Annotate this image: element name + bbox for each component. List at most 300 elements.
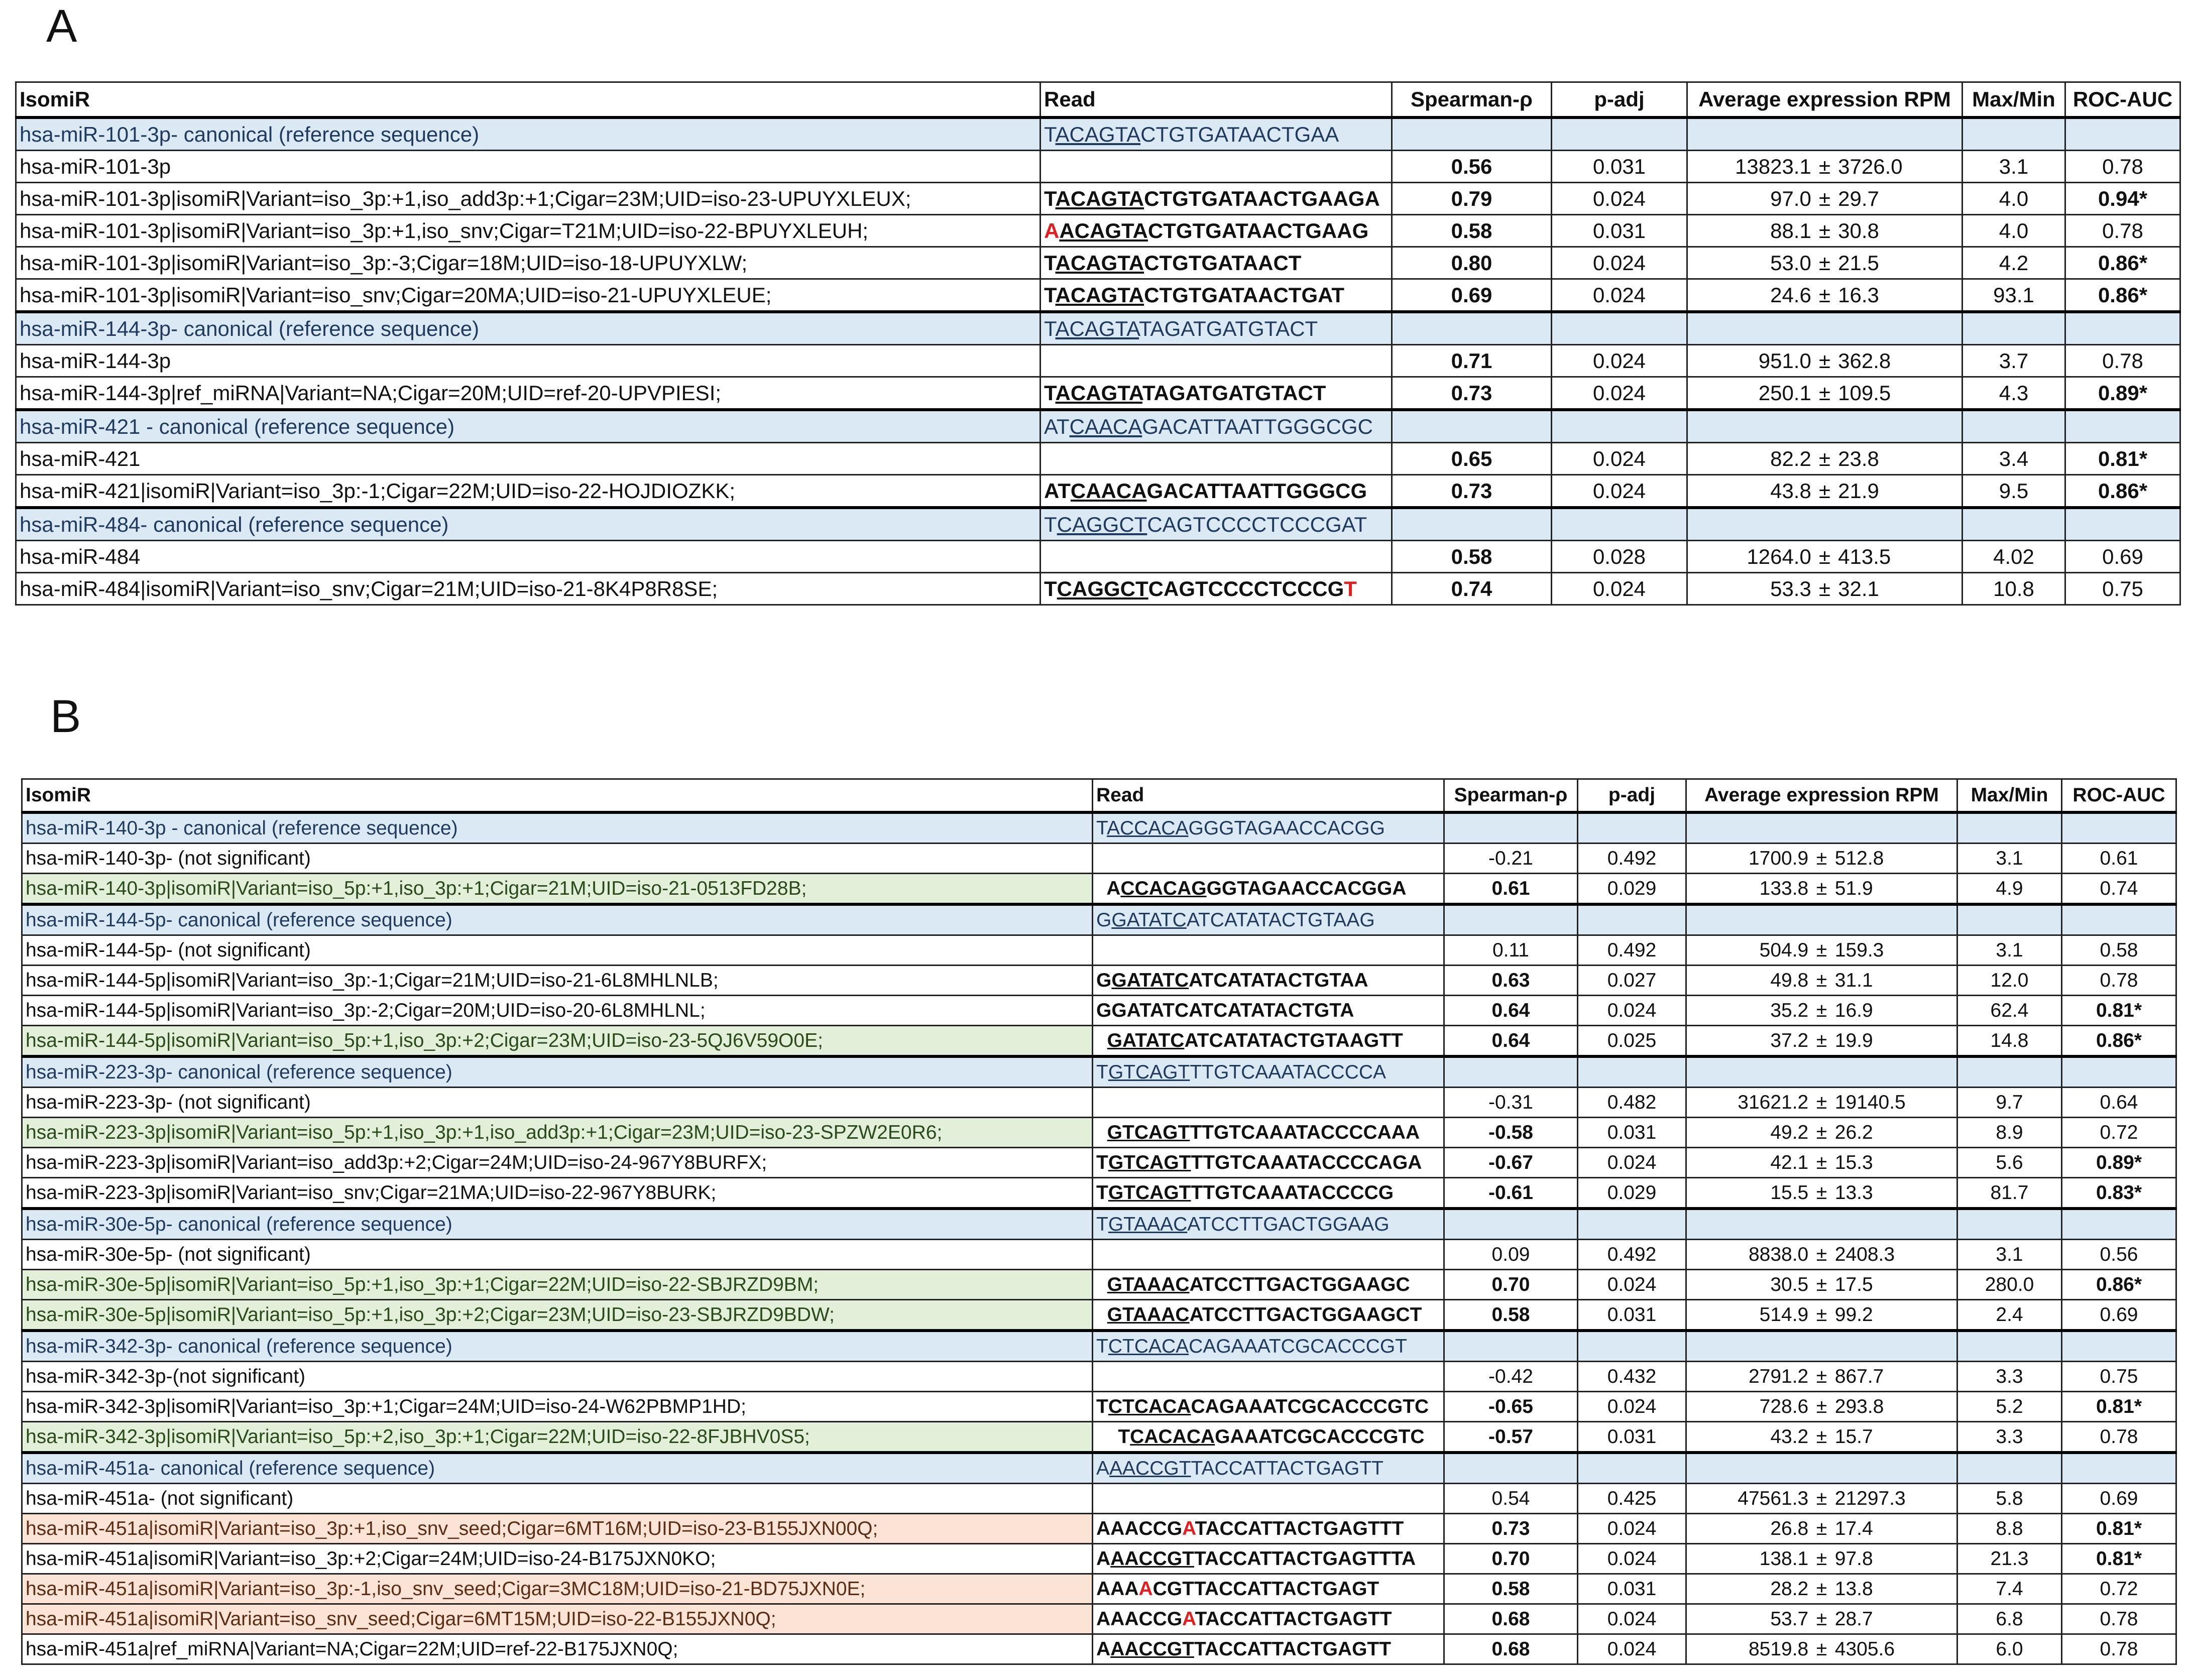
sequence-segment: T [1096,1425,1130,1448]
table-b [21,778,2177,1665]
sequence-segment: GATATC [1111,969,1189,991]
average-rpm [1686,1362,1957,1392]
header-maxmin: Max/Min [1957,779,2062,813]
sequence-segment: ATCATATACTGTAAGTT [1184,1029,1403,1051]
read-sequence [1041,508,1392,541]
empty-cell [1578,812,1686,844]
spearman-rho: 0.74 [1392,573,1552,605]
rpm-plusminus: ± [1816,1395,1827,1417]
sequence-segment: GATATC [1111,909,1187,931]
sequence-segment: AT [1044,414,1070,438]
roc-auc: 0.69 [2062,1484,2176,1514]
isomir-name: hsa-miR-144-5p- canonical (reference sequence) [22,904,1093,935]
table-row [22,844,2176,874]
rpm-plusminus: ± [1816,1578,1827,1600]
rpm-mean: 30.5 [1770,1273,1809,1295]
rpm-plusminus: ± [1818,283,1831,307]
sequence-segment: ACCACA [1106,817,1189,839]
isomir-name: hsa-miR-451a|ref_miRNA|Variant=NA;Cigar=22M;UID=ref-22-B175JXN0Q; [22,1634,1093,1664]
empty-cell [1444,1056,1578,1088]
sequence-segment: CAACA [1069,414,1142,438]
read-sequence [1041,183,1392,215]
sequence-segment: TACCATTACTGAGTTTA [1194,1547,1416,1570]
rpm-value [1690,848,1953,870]
empty-cell [1578,1331,1686,1362]
sequence-segment: CTGTGATAACTGAAGA [1144,186,1380,210]
empty-cell [1552,117,1687,151]
isomir-name: hsa-miR-421 - canonical (reference sequence) [16,410,1041,443]
read-sequence [1093,1148,1444,1178]
sequence-segment: GGGTAGAACCACGG [1188,817,1385,839]
sequence-segment: CAGAAATCGCACCCGT [1189,1335,1407,1357]
table-row [16,183,2180,215]
spearman-rho: 0.79 [1392,183,1552,215]
table-b-body [22,812,2176,1664]
p-adj: 0.024 [1552,247,1687,279]
canonical-row [16,508,2180,541]
rpm-sd: 19140.5 [1834,1091,1906,1113]
table-row [22,996,2176,1026]
sequence-segment: CAGGCT [1057,512,1147,536]
rpm-mean: 49.8 [1770,969,1809,991]
read-sequence [1093,1484,1444,1514]
sequence-segment: A [1096,1547,1111,1570]
max-min: 280.0 [1957,1270,2062,1300]
rpm-value [1690,939,1953,962]
sequence-segment: AACCGT [1109,1457,1191,1479]
spearman-rho: -0.57 [1444,1422,1578,1453]
rpm-value [1690,1122,1953,1144]
sequence-segment: AAA [1096,1578,1139,1600]
sequence-segment: T [1044,316,1056,340]
isomir-name: hsa-miR-101-3p|isomiR|Variant=iso_3p:-3;Cigar=18M;UID=iso-18-UPUYXLW; [16,247,1041,279]
roc-auc: 0.89* [2065,377,2180,410]
header-rocauc: ROC-AUC [2065,82,2180,118]
read-sequence [1041,247,1392,279]
max-min: 3.1 [1957,1240,2062,1270]
roc-auc: 0.72 [2062,1574,2176,1604]
sequence-segment: ATCATATACTGTAA [1189,969,1368,991]
rpm-sd: 15.3 [1834,1151,1873,1173]
roc-auc: 0.69 [2065,541,2180,573]
sequence-segment: AAACCG [1096,1608,1183,1630]
p-adj: 0.432 [1578,1362,1686,1392]
read-sequence [1093,1026,1444,1057]
p-adj: 0.024 [1552,183,1687,215]
roc-auc: 0.86* [2065,247,2180,279]
sequence-segment: TTGTCAAATACCCCG [1191,1181,1394,1204]
isomir-name: hsa-miR-144-3p|ref_miRNA|Variant=NA;Cigar=20M;UID=ref-20-UPVPIESI; [16,377,1041,410]
empty-cell [2062,1331,2176,1362]
empty-cell [2062,1056,2176,1088]
rpm-sd: 17.5 [1834,1273,1873,1295]
max-min: 3.7 [1963,345,2065,377]
empty-cell [1444,812,1578,844]
p-adj: 0.024 [1578,996,1686,1026]
table-row [22,1484,2176,1514]
average-rpm [1687,151,1963,183]
read-sequence [1041,443,1392,475]
empty-cell [2065,312,2180,345]
rpm-mean: 8838.0 [1748,1243,1809,1265]
table-row [16,151,2180,183]
average-rpm [1686,1300,1957,1331]
roc-auc: 0.89* [2062,1148,2176,1178]
read-sequence [1041,312,1392,345]
average-rpm [1686,1514,1957,1544]
sequence-segment: CTGTGATAACTGAT [1144,283,1344,307]
empty-cell [1963,508,2065,541]
table-row [22,1270,2176,1300]
sequence-segment: G [1096,969,1112,991]
average-rpm [1686,1148,1957,1178]
roc-auc: 0.81* [2065,443,2180,475]
spearman-rho: -0.42 [1444,1362,1578,1392]
rpm-value [1690,1518,1953,1540]
empty-cell [2065,117,2180,151]
rpm-sd: 28.7 [1834,1608,1873,1630]
roc-auc: 0.86* [2062,1026,2176,1057]
rpm-value [1690,1182,1953,1204]
spearman-rho: 0.56 [1392,151,1552,183]
rpm-plusminus: ± [1818,576,1831,601]
roc-auc: 0.86* [2062,1270,2176,1300]
spearman-rho: -0.65 [1444,1392,1578,1422]
read-sequence [1093,1604,1444,1634]
canonical-row [22,812,2176,844]
empty-cell [1392,312,1552,345]
rpm-plusminus: ± [1816,1608,1827,1630]
empty-cell [2062,1209,2176,1240]
average-rpm [1686,996,1957,1026]
spearman-rho: 0.71 [1392,345,1552,377]
rpm-sd: 26.2 [1834,1121,1873,1143]
isomir-name: hsa-miR-30e-5p|isomiR|Variant=iso_5p:+1,iso_3p:+1;Cigar=22M;UID=iso-22-SBJRZD9BM; [22,1270,1093,1300]
rpm-sd: 17.4 [1834,1517,1873,1539]
isomir-name: hsa-miR-101-3p|isomiR|Variant=iso_3p:+1,iso_add3p:+1;Cigar=23M;UID=iso-23-UPUYXLEUX; [16,183,1041,215]
spearman-rho: 0.09 [1444,1240,1578,1270]
rpm-value [1690,1366,1953,1388]
rpm-value [1690,1000,1953,1022]
rpm-sd: 159.3 [1834,939,1884,961]
roc-auc: 0.72 [2062,1118,2176,1148]
empty-cell [1392,508,1552,541]
sequence-segment: A [1096,877,1121,899]
rpm-value [1690,1608,1953,1630]
rpm-plusminus: ± [1816,1365,1827,1387]
roc-auc: 0.78 [2065,345,2180,377]
p-adj: 0.031 [1578,1422,1686,1453]
rpm-value [1691,577,1958,601]
rpm-plusminus: ± [1816,1243,1827,1265]
rpm-mean: 13823.1 [1735,154,1811,178]
read-sequence [1041,345,1392,377]
rpm-value [1691,479,1958,503]
rpm-plusminus: ± [1816,1121,1827,1143]
table-row [16,247,2180,279]
sequence-segment: CTGTGATAACT [1144,251,1302,275]
sequence-segment: T [1044,576,1057,601]
isomir-name: hsa-miR-451a- (not significant) [22,1484,1093,1514]
read-sequence [1093,874,1444,905]
p-adj: 0.028 [1552,541,1687,573]
p-adj: 0.031 [1578,1574,1686,1604]
rpm-sd: 23.8 [1838,446,1879,470]
rpm-plusminus: ± [1818,348,1831,373]
isomir-name: hsa-miR-484- canonical (reference sequence) [16,508,1041,541]
rpm-plusminus: ± [1818,251,1831,275]
sequence-segment: GGATATCATCATATACTGTA [1096,999,1354,1021]
spearman-rho: -0.31 [1444,1088,1578,1118]
sequence-segment: T [1044,381,1056,405]
variant-base: T [1344,576,1357,601]
max-min: 4.0 [1963,183,2065,215]
roc-auc: 0.61 [2062,844,2176,874]
sequence-segment: ACAGTA [1055,186,1144,210]
table-row [22,1574,2176,1604]
isomir-name: hsa-miR-144-3p- canonical (reference sequence) [16,312,1041,345]
read-sequence [1093,1362,1444,1392]
spearman-rho: 0.58 [1444,1300,1578,1331]
read-sequence [1093,844,1444,874]
header-read: Read [1041,82,1392,118]
roc-auc: 0.81* [2062,996,2176,1026]
read-sequence [1041,541,1392,573]
sequence-segment: T [1096,1335,1108,1357]
rpm-sd: 867.7 [1834,1365,1884,1387]
rpm-value [1690,1152,1953,1174]
canonical-row [16,312,2180,345]
average-rpm [1687,377,1963,410]
roc-auc: 0.81* [2062,1392,2176,1422]
p-adj: 0.029 [1578,1178,1686,1209]
read-sequence [1093,1240,1444,1270]
read-sequence [1093,935,1444,966]
header-spearman: Spearman-ρ [1444,779,1578,813]
roc-auc: 0.78 [2062,1634,2176,1664]
empty-cell [1963,312,2065,345]
p-adj: 0.031 [1578,1300,1686,1331]
sequence-segment: GACATTAATTGGGCG [1146,478,1367,503]
rpm-mean: 53.3 [1770,576,1811,601]
empty-cell [1686,1453,1957,1484]
average-rpm [1686,1270,1957,1300]
roc-auc: 0.64 [2062,1088,2176,1118]
sequence-segment: T [1044,283,1056,307]
table-row [16,573,2180,605]
empty-cell [2065,508,2180,541]
max-min: 8.9 [1957,1118,2062,1148]
empty-cell [1444,1453,1578,1484]
empty-cell [2062,812,2176,844]
spearman-rho: 0.65 [1392,443,1552,475]
header-rpm: Average expression RPM [1686,779,1957,813]
rpm-sd: 13.8 [1834,1578,1873,1600]
sequence-segment: CTCACA [1108,1395,1191,1417]
spearman-rho: 0.80 [1392,247,1552,279]
spearman-rho: -0.21 [1444,844,1578,874]
table-row [16,541,2180,573]
read-sequence [1093,1574,1444,1604]
empty-cell [1957,904,2062,935]
read-sequence [1093,1634,1444,1664]
max-min: 3.3 [1957,1362,2062,1392]
canonical-row [16,117,2180,151]
rpm-plusminus: ± [1816,1181,1827,1204]
rpm-sd: 31.1 [1834,969,1873,991]
sequence-segment: GTAAAC [1107,1273,1190,1295]
isomir-name: hsa-miR-223-3p|isomiR|Variant=iso_5p:+1,iso_3p:+1,iso_add3p:+1;Cigar=23M;UID=iso-23-SPZW2E0R6; [22,1118,1093,1148]
rpm-mean: 24.6 [1770,283,1811,307]
max-min: 7.4 [1957,1574,2062,1604]
table-row [22,874,2176,905]
rpm-plusminus: ± [1818,186,1831,210]
isomir-name: hsa-miR-342-3p|isomiR|Variant=iso_3p:+1;Cigar=24M;UID=iso-24-W62PBMP1HD; [22,1392,1093,1422]
rpm-plusminus: ± [1816,1091,1827,1113]
isomir-name: hsa-miR-451a|isomiR|Variant=iso_3p:+2;Cigar=24M;UID=iso-24-B175JXN0KO; [22,1544,1093,1574]
empty-cell [1687,410,1963,443]
variant-base: A [1182,1608,1195,1630]
rpm-sd: 97.8 [1834,1547,1873,1570]
rpm-mean: 2791.2 [1748,1365,1809,1387]
sequence-segment: GTCAGT [1108,1181,1191,1204]
max-min: 3.1 [1957,844,2062,874]
p-adj: 0.024 [1578,1544,1686,1574]
average-rpm [1686,1088,1957,1118]
roc-auc: 0.78 [2062,1422,2176,1453]
isomir-name: hsa-miR-144-5p|isomiR|Variant=iso_3p:-2;Cigar=20M;UID=iso-20-6L8MHLNL; [22,996,1093,1026]
rpm-value [1690,1426,1953,1448]
rpm-sd: 16.3 [1838,283,1879,307]
rpm-value [1690,1244,1953,1266]
sequence-segment: GTAAAC [1107,1303,1190,1326]
rpm-sd: 3726.0 [1838,154,1903,178]
average-rpm [1687,573,1963,605]
rpm-mean: 28.2 [1770,1578,1809,1600]
sequence-segment: TACCATTACTGAGTT [1194,1638,1392,1660]
sequence-segment: GTCAGT [1108,1151,1191,1173]
max-min: 81.7 [1957,1178,2062,1209]
sequence-segment: AAACCG [1096,1517,1183,1539]
isomir-name: hsa-miR-451a|isomiR|Variant=iso_3p:-1,iso_snv_seed;Cigar=3MC18M;UID=iso-21-BD75JXN0E; [22,1574,1093,1604]
sequence-segment: CAGTCCCCTCCCGAT [1147,512,1367,536]
rpm-mean: 514.9 [1759,1303,1809,1326]
read-sequence [1093,1178,1444,1209]
max-min: 2.4 [1957,1300,2062,1331]
read-sequence [1041,410,1392,443]
rpm-sd: 15.7 [1834,1425,1873,1448]
table-row [22,1392,2176,1422]
max-min: 8.8 [1957,1514,2062,1544]
table-row [16,377,2180,410]
average-rpm [1686,1392,1957,1422]
isomir-name: hsa-miR-342-3p-(not significant) [22,1362,1093,1392]
max-min: 5.8 [1957,1484,2062,1514]
isomir-name: hsa-miR-144-3p [16,345,1041,377]
sequence-segment: T [1096,1151,1108,1173]
rpm-value [1691,447,1958,471]
sequence-segment: ATCATATACTGTAAG [1186,909,1375,931]
spearman-rho: 0.63 [1444,966,1578,996]
p-adj: 0.024 [1578,1270,1686,1300]
empty-cell [1686,1209,1957,1240]
sequence-segment: GAAATCGCACCCGTC [1215,1425,1425,1448]
roc-auc: 0.81* [2062,1514,2176,1544]
sequence-segment: T [1044,186,1056,210]
canonical-row [22,1056,2176,1088]
spearman-rho: 0.70 [1444,1270,1578,1300]
empty-cell [1578,1453,1686,1484]
rpm-sd: 32.1 [1838,576,1879,601]
sequence-segment: CAACA [1070,478,1147,503]
roc-auc: 0.86* [2065,475,2180,508]
table-row [22,1604,2176,1634]
isomir-name: hsa-miR-101-3p- canonical (reference sequence) [16,117,1041,151]
canonical-row [22,1209,2176,1240]
rpm-mean: 26.8 [1770,1517,1809,1539]
rpm-plusminus: ± [1816,877,1827,899]
rpm-plusminus: ± [1816,999,1827,1021]
max-min: 3.4 [1963,443,2065,475]
header-spearman: Spearman-ρ [1392,82,1552,118]
read-sequence [1041,117,1392,151]
read-sequence [1093,1392,1444,1422]
rpm-plusminus: ± [1816,969,1827,991]
rpm-value [1690,1274,1953,1296]
rpm-sd: 362.8 [1838,348,1891,373]
sequence-segment: ACAGTA [1055,283,1144,307]
max-min: 12.0 [1957,966,2062,996]
sequence-segment: TTGTCAAATACCCCA [1190,1061,1387,1083]
read-sequence [1093,1453,1444,1484]
max-min: 3.1 [1963,151,2065,183]
rpm-plusminus: ± [1818,218,1831,243]
rpm-sd: 21297.3 [1834,1487,1906,1509]
sequence-segment: TACCATTACTGAGTT [1191,1457,1383,1479]
sequence-segment [1096,1304,1107,1326]
sequence-segment: AACCGT [1110,1638,1194,1660]
rpm-sd: 16.9 [1834,999,1873,1021]
variant-base: A [1138,1578,1153,1600]
sequence-segment: A [1096,1457,1110,1479]
average-rpm [1687,345,1963,377]
read-sequence [1041,151,1392,183]
rpm-mean: 35.2 [1770,999,1809,1021]
table-row [16,475,2180,508]
max-min: 4.0 [1963,215,2065,247]
p-adj: 0.027 [1578,966,1686,996]
max-min: 6.0 [1957,1634,2062,1664]
canonical-row [22,1331,2176,1362]
sequence-segment: T [1044,512,1057,536]
roc-auc: 0.86* [2065,279,2180,312]
p-adj: 0.024 [1552,279,1687,312]
max-min: 5.6 [1957,1148,2062,1178]
isomir-name: hsa-miR-451a|isomiR|Variant=iso_3p:+1,iso_snv_seed;Cigar=6MT16M;UID=iso-23-B155JXN00Q; [22,1514,1093,1544]
isomir-name: hsa-miR-342-3p|isomiR|Variant=iso_5p:+2,iso_3p:+1;Cigar=22M;UID=iso-22-8FJBHV0S5; [22,1422,1093,1453]
average-rpm [1686,844,1957,874]
rpm-mean: 43.8 [1770,478,1811,503]
p-adj: 0.482 [1578,1088,1686,1118]
rpm-sd: 2408.3 [1834,1243,1895,1265]
panel-b-label: B [50,691,81,742]
roc-auc: 0.78 [2062,966,2176,996]
p-adj: 0.024 [1552,443,1687,475]
table-row [22,1148,2176,1178]
average-rpm [1687,215,1963,247]
isomir-name: hsa-miR-223-3p- canonical (reference sequence) [22,1056,1093,1088]
sequence-segment: CACACA [1130,1425,1215,1448]
